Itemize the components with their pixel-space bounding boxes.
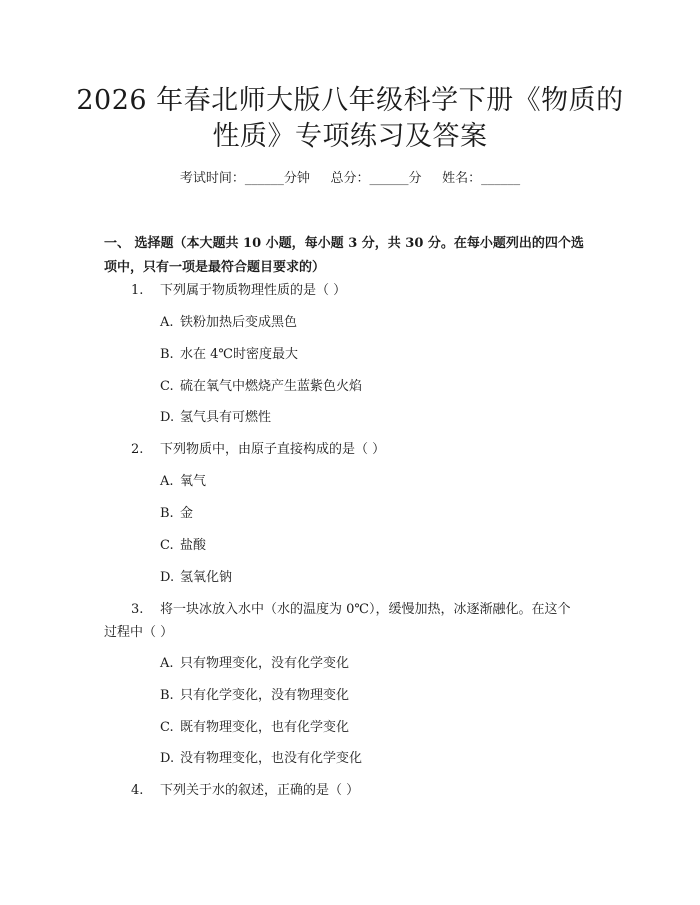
option-b <box>160 346 298 364</box>
option-text: 铁粉加热后变成黑色 <box>180 315 298 330</box>
page-title-line-1: 2026 年春北师大版八年级科学下册《物质的 <box>76 85 624 116</box>
option-label: B. <box>160 688 174 703</box>
option-text: 水在 4℃时密度最大 <box>180 347 298 362</box>
option-label: B. <box>160 347 174 362</box>
option-label: A. <box>160 315 174 330</box>
option-label: C. <box>160 538 174 553</box>
option-text: 只有物理变化，没有化学变化 <box>180 656 350 671</box>
section-heading-line-2: 项中，只有一项是最符合题目要求的） <box>104 260 326 275</box>
option-text: 只有化学变化，没有物理变化 <box>180 688 350 703</box>
option-label: A. <box>160 656 174 671</box>
option-c <box>160 719 349 737</box>
option-text: 没有物理变化，也没有化学变化 <box>180 751 363 766</box>
option-text: 硫在氧气中燃烧产生蓝紫色火焰 <box>180 379 363 394</box>
question-text-continued: 过程中（ ） <box>104 625 174 640</box>
option-label: B. <box>160 506 174 521</box>
question-text: 将一块冰放入水中（水的温度为 0℃），缓慢加热，冰逐渐融化。在这个 <box>160 602 571 617</box>
option-text: 盐酸 <box>180 538 207 553</box>
option-text: 金 <box>180 506 194 521</box>
option-c <box>160 378 362 396</box>
question-text: 下列关于水的叙述，正确的是（ ） <box>160 783 360 798</box>
option-b <box>160 687 349 705</box>
option-label: D. <box>160 751 175 766</box>
question-text: 下列属于物质物理性质的是（ ） <box>160 283 347 298</box>
option-label: A. <box>160 474 174 489</box>
option-a <box>160 314 297 332</box>
option-text: 氧气 <box>180 474 207 489</box>
option-text: 既有物理变化，也有化学变化 <box>180 720 350 735</box>
option-d <box>160 569 232 587</box>
page-title-line-2: 性质》专项练习及答案 <box>212 121 488 152</box>
question-number: 1. <box>131 283 144 298</box>
option-d <box>160 409 271 427</box>
option-label: C. <box>160 720 174 735</box>
question-number: 4. <box>131 783 144 798</box>
question-number: 2. <box>131 442 144 457</box>
exam-info: 考试时间：______分钟 总分：______分 姓名：______ <box>179 171 521 186</box>
option-b <box>160 505 193 523</box>
option-d <box>160 750 362 768</box>
option-label: D. <box>160 570 175 585</box>
option-text: 氢氧化钠 <box>180 570 233 585</box>
option-a <box>160 473 206 491</box>
question-number: 3. <box>131 602 144 617</box>
option-label: D. <box>160 410 175 425</box>
question-text: 下列物质中，由原子直接构成的是（ ） <box>160 442 386 457</box>
option-text: 氢气具有可燃性 <box>180 410 272 425</box>
option-c <box>160 537 206 555</box>
option-label: C. <box>160 379 174 394</box>
section-heading-line-1: 一、 选择题（本大题共 10 小题，每小题 3 分，共 30 分。在每小题列出的四个选 <box>104 236 584 251</box>
option-a <box>160 655 349 673</box>
